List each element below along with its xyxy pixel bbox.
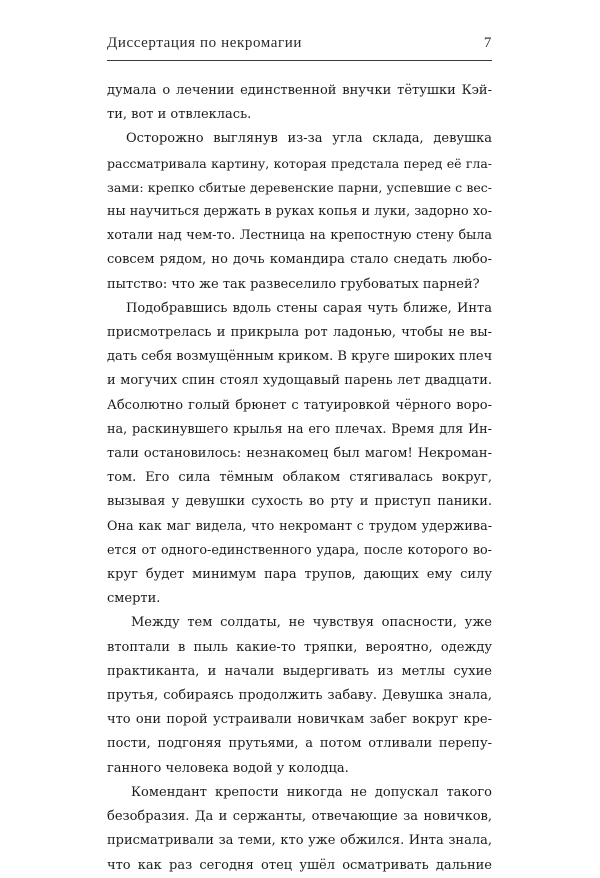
text-line: прутья, собираясь продолжить забаву. Девушка знала, — [107, 688, 492, 704]
paragraph — [107, 127, 492, 296]
paragraph — [107, 611, 492, 780]
text-line: Комендант крепости никогда не допускал такого — [131, 784, 492, 800]
text-line: дать себя возмущённым криком. В круге широких плеч — [107, 349, 493, 365]
body-text — [107, 79, 492, 878]
text-line: Абсолютно голый брюнет с татуировкой чёрного воро- — [107, 397, 492, 413]
page-number: 7 — [483, 35, 492, 51]
text-line: хотали над чем-то. Лестница на крепостную стену была — [107, 228, 492, 244]
paragraph — [107, 79, 492, 127]
text-line: ется от одного-единственного удара, после которого во- — [107, 542, 492, 558]
header-rule — [107, 60, 492, 61]
text-line: присматривали за теми, кто уже обжился. Инта знала, — [107, 833, 492, 849]
text-line: Осторожно выглянув из-за угла склада, девушка — [126, 131, 492, 147]
text-line: вызывая у девушки сухость во рту и приступ паники. — [107, 494, 492, 510]
text-line: том. Его сила тёмным облаком стягивалась вокруг, — [107, 470, 492, 486]
text-line: на, раскинувшего крылья на его плечах. Время для Ин- — [107, 421, 492, 437]
text-line: пости, подгоняя прутьями, а потом отливали перепу- — [107, 736, 492, 752]
text-line: практиканта, и начали выдергивать из метлы сухие — [107, 663, 492, 679]
text-line: и могучих спин стоял худощавый парень лет двадцати. — [107, 373, 492, 389]
text-line: безобразия. Да и сержанты, отвечающие за новичков, — [107, 809, 492, 825]
running-header — [107, 35, 492, 57]
text-line: Подобравшись вдоль стены сарая чуть ближе, Инта — [126, 300, 492, 316]
text-line: присмотрелась и прикрыла рот ладонью, чтобы не вы- — [107, 325, 492, 341]
paragraph — [107, 297, 492, 612]
text-line: что как раз сегодня отец ушёл осматривать дальние — [107, 857, 492, 873]
text-line: Между тем солдаты, не чувствуя опасности, уже — [131, 615, 492, 631]
text-line: Она как маг видела, что некромант с трудом удержива- — [107, 518, 492, 534]
text-line: смерти. — [107, 591, 161, 607]
text-line: круг будет минимум пара трупов, дающих ему силу — [107, 567, 492, 583]
text-line: думала о лечении единственной внучки тётушки Кэй- — [107, 83, 492, 98]
text-line: втоптали в пыль какие-то тряпки, вероятно, одежду — [107, 639, 492, 655]
text-line: ти, вот и отвлеклась. — [107, 107, 252, 123]
text-line: пытство: что же так развеселило грубоватых парней? — [107, 276, 480, 292]
text-line: тали остановилось: незнакомец был магом! Некроман- — [107, 446, 492, 462]
text-line: ганного человека водой у колодца. — [107, 760, 349, 776]
running-title: Диссертация по некромагии — [107, 35, 303, 51]
paragraph — [107, 781, 492, 878]
text-line: рассматривала картину, которая предстала перед её гла- — [107, 155, 492, 171]
text-line: что они порой устраивали новичкам забег вокруг кре- — [107, 712, 492, 728]
text-line: зами: крепко сбитые деревенские парни, успевшие с вес- — [107, 179, 492, 195]
text-line: совсем рядом, но дочь командира стало снедать любо- — [107, 252, 492, 268]
text-line: ны научиться держать в руках копья и луки, задорно хо- — [107, 204, 492, 220]
